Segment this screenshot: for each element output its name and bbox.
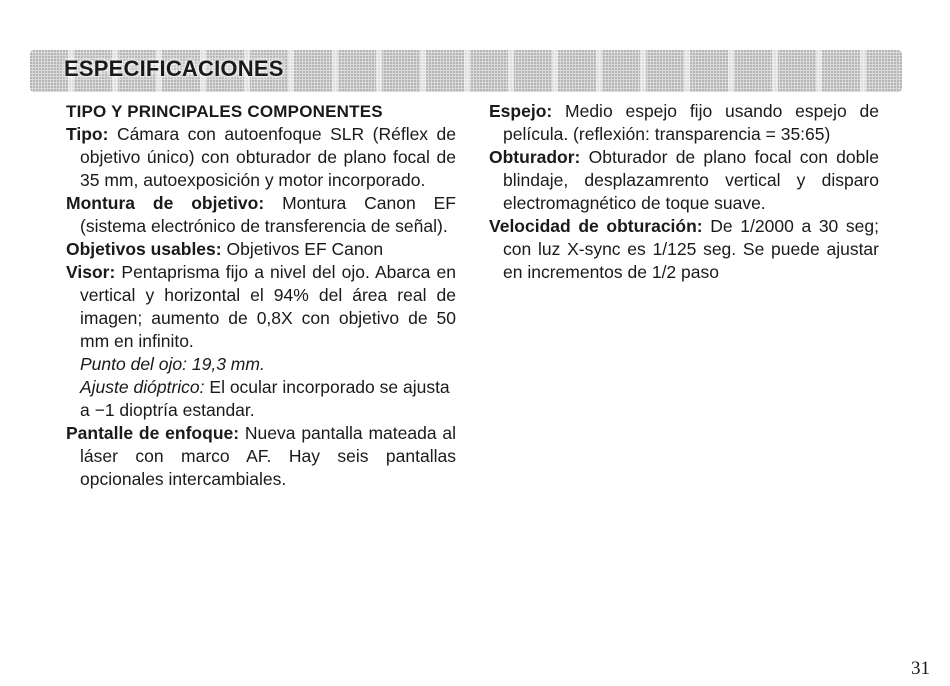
spec-text: Nueva pantalla mateada al láser con marco AF. Hay seis pantallas opcionales intercambiales. bbox=[80, 423, 456, 489]
section-banner bbox=[30, 50, 902, 92]
spec-term: Espejo: bbox=[489, 101, 553, 121]
spec-visor-note-diopter bbox=[66, 376, 456, 422]
spec-text: Montura Canon EF (sistema electrónico de transferencia de señal). bbox=[80, 193, 456, 236]
spec-term: Objetivos usables: bbox=[66, 239, 222, 259]
spec-tipo bbox=[66, 123, 456, 192]
spec-velocidad bbox=[489, 215, 879, 284]
spec-term: Velocidad de obturación: bbox=[489, 216, 703, 236]
right-column bbox=[489, 100, 879, 284]
note-text: Punto del ojo: 19,3 mm. bbox=[80, 354, 265, 374]
left-column bbox=[66, 100, 456, 491]
spec-visor-note-eyepoint bbox=[66, 353, 456, 376]
spec-obturador bbox=[489, 146, 879, 215]
spec-text: Cámara con autoenfoque SLR (Réflex de objetivo único) con obturador de plano focal de 35 mm, autoexposición y motor incorporado. bbox=[80, 124, 456, 190]
spec-pantalle bbox=[66, 422, 456, 491]
section-title: ESPECIFICACIONES bbox=[64, 56, 284, 81]
spec-text: Pentaprisma fijo a nivel del ojo. Abarca en vertical y horizontal el 94% del área real de imagen; aumento de 0,8X con objetivo de 50 mm en infinito. bbox=[80, 262, 456, 351]
spec-text: De 1/2000 a 30 seg; con luz X-sync es 1/125 seg. Se puede ajustar en incrementos de 1/2 paso bbox=[503, 216, 879, 282]
spec-text: Medio espejo fijo usando espejo de película. (reflexión: transparencia = 35:65) bbox=[503, 101, 879, 144]
note-label: Ajuste dióptrico: bbox=[80, 377, 205, 397]
spec-text: Obturador de plano focal con doble blindaje, desplazamrento vertical y disparo electromagnético de toque suave. bbox=[503, 147, 879, 213]
spec-term: Montura de objetivo: bbox=[66, 193, 265, 213]
spec-objetivos bbox=[66, 238, 456, 261]
spec-term: Tipo: bbox=[66, 124, 109, 144]
spec-term: Pantalle de enfoque: bbox=[66, 423, 240, 443]
spec-text: Objetivos EF Canon bbox=[226, 239, 384, 259]
spec-montura bbox=[66, 192, 456, 238]
spec-espejo bbox=[489, 100, 879, 146]
page-number: 31 bbox=[911, 658, 930, 679]
subsection-heading: TIPO Y PRINCIPALES COMPONENTES bbox=[66, 102, 383, 121]
note-text: El ocular incorporado se ajusta a −1 dioptría estandar. bbox=[80, 377, 450, 420]
spec-term: Obturador: bbox=[489, 147, 581, 167]
spec-visor bbox=[66, 261, 456, 353]
spec-term: Visor: bbox=[66, 262, 116, 282]
